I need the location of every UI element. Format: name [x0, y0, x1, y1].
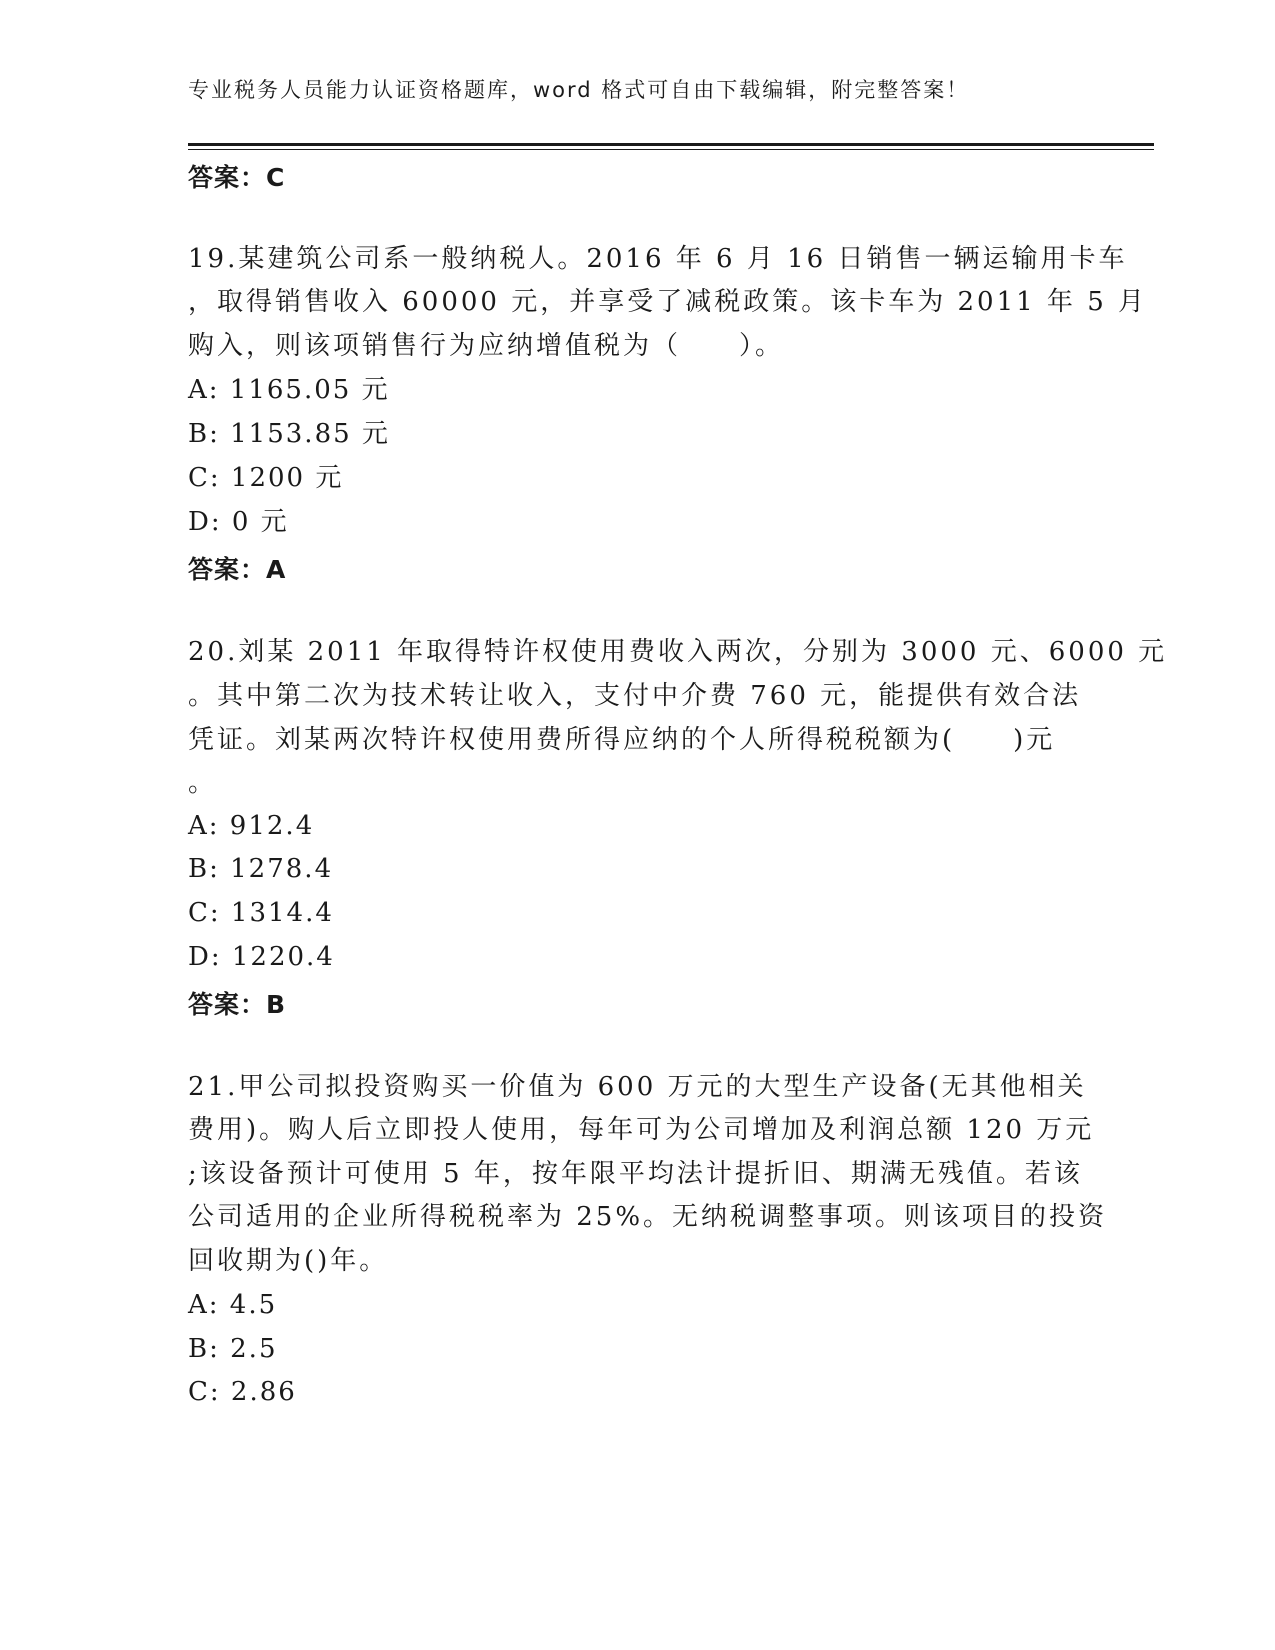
option-c: C: 1200 元 — [188, 463, 344, 493]
answer: 答案：B — [188, 990, 287, 1019]
option-a: A: 4.5 — [188, 1290, 278, 1320]
option-c: C: 2.86 — [188, 1377, 297, 1407]
option-b: B: 1153.85 元 — [188, 419, 390, 449]
question-text-line: 。 — [188, 768, 218, 798]
option-d: D: 1220.4 — [188, 942, 335, 972]
question-text-line: 。其中第二次为技术转让收入，支付中介费 760 元，能提供有效合法 — [188, 681, 1082, 711]
question-text-line: 费用)。购人后立即投人使用，每年可为公司增加及利润总额 120 万元 — [188, 1115, 1095, 1145]
question-text-line: 凭证。刘某两次特许权使用费所得应纳的个人所得税税额为( )元 — [188, 725, 1056, 755]
question-text-line: ;该设备预计可使用 5 年，按年限平均法计提折旧、期满无残值。若该 — [188, 1159, 1083, 1189]
option-c: C: 1314.4 — [188, 898, 334, 928]
question-text-line: 21.甲公司拟投资购买一价值为 600 万元的大型生产设备(无其他相关 — [188, 1072, 1087, 1102]
answer-previous: 答案：C — [188, 163, 286, 192]
header-rule-thin — [188, 149, 1154, 150]
question-text-line: 19.某建筑公司系一般纳税人。2016 年 6 月 16 日销售一辆运输用卡车 — [188, 244, 1128, 274]
answer: 答案：A — [188, 555, 287, 584]
question-text-line: 20.刘某 2011 年取得特许权使用费收入两次，分别为 3000 元、6000 元 — [188, 637, 1168, 667]
option-b: B: 1278.4 — [188, 854, 334, 884]
question-text-line: ，取得销售收入 60000 元，并享受了减税政策。该卡车为 2011 年 5 月 — [188, 287, 1148, 317]
option-d: D: 0 元 — [188, 507, 289, 537]
question-text-line: 购入，则该项销售行为应纳增值税为（ ）。 — [188, 331, 785, 361]
page-header: 专业税务人员能力认证资格题库，word 格式可自由下载编辑，附完整答案！ — [188, 78, 970, 102]
option-a: A: 1165.05 元 — [188, 375, 390, 405]
option-a: A: 912.4 — [188, 811, 315, 841]
question-text-line: 公司适用的企业所得税税率为 25%。无纳税调整事项。则该项目的投资 — [188, 1202, 1108, 1232]
question-text-line: 回收期为()年。 — [188, 1246, 389, 1276]
option-b: B: 2.5 — [188, 1334, 278, 1364]
header-rule-thick — [188, 143, 1154, 146]
